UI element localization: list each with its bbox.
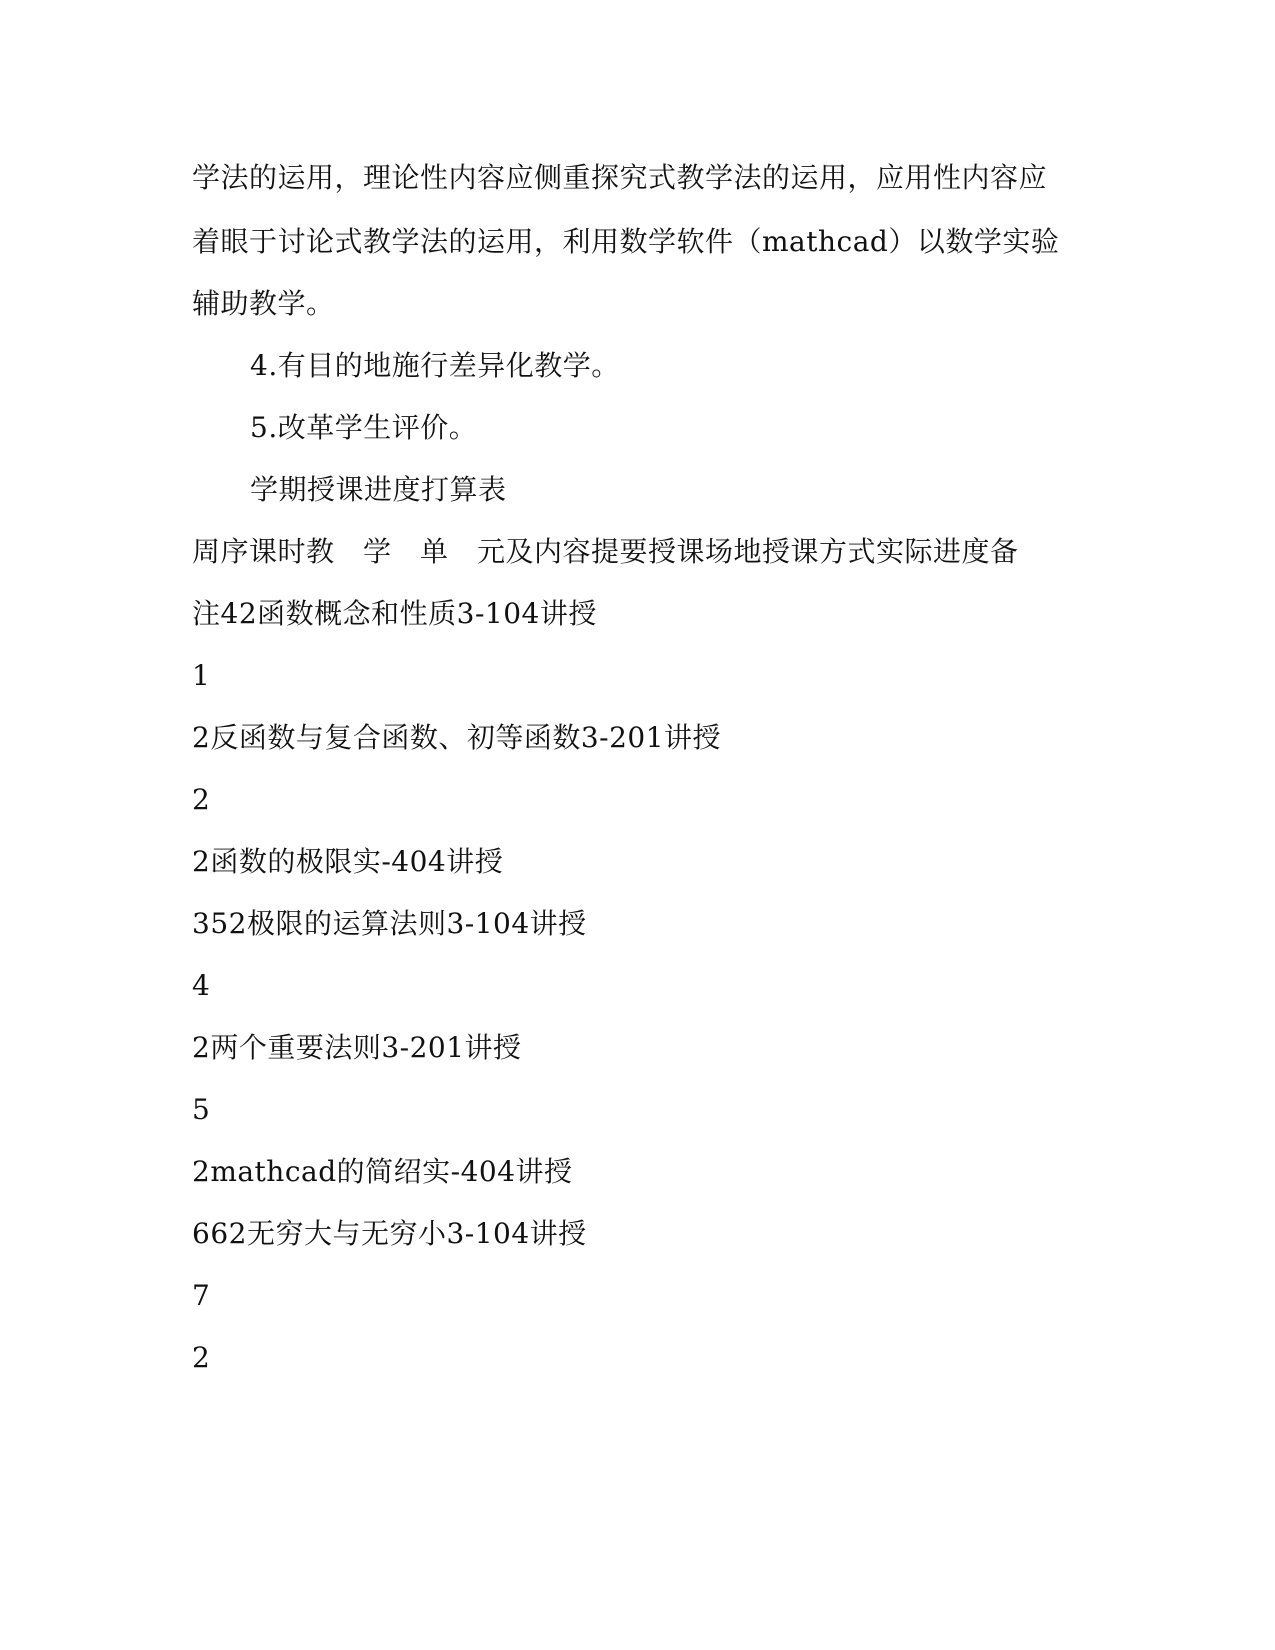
table-row-text: 4 [192,969,211,1002]
table-row-text: 2 [192,783,211,816]
table-row-text: 7 [192,1279,211,1312]
paragraph-line-3: 辅助教学。 [192,287,335,320]
list-item-4: 4.有目的地施行差异化教学。 [250,349,620,382]
table-row-text: 662无穷大与无穷小3-104讲授 [192,1217,587,1250]
paragraph-line-2: 着眼于讨论式教学法的运用，利用数学软件（mathcad）以数学实验 [192,225,1060,258]
table-row-text: 2 [192,1341,211,1374]
table-row-text: 2函数的极限实-404讲授 [192,845,504,878]
table-row-text: 5 [192,1093,211,1126]
table-row-text: 2反函数与复合函数、初等函数3-201讲授 [192,721,722,754]
list-item-5: 5.改革学生评价。 [250,411,478,444]
table-title: 学期授课进度打算表 [250,473,507,506]
table-row-text: 注42函数概念和性质3-104讲授 [192,597,597,630]
table-row-text: 1 [192,659,211,692]
table-row-text: 2两个重要法则3-201讲授 [192,1031,522,1064]
table-header-line: 周序课时教 学 单 元及内容提要授课场地授课方式实际进度备 [192,535,1019,568]
table-row-text: 2mathcad的简绍实-404讲授 [192,1155,573,1188]
paragraph-line-1: 学法的运用，理论性内容应侧重探究式教学法的运用，应用性内容应 [192,161,1048,194]
table-row-text: 352极限的运算法则3-104讲授 [192,907,587,940]
